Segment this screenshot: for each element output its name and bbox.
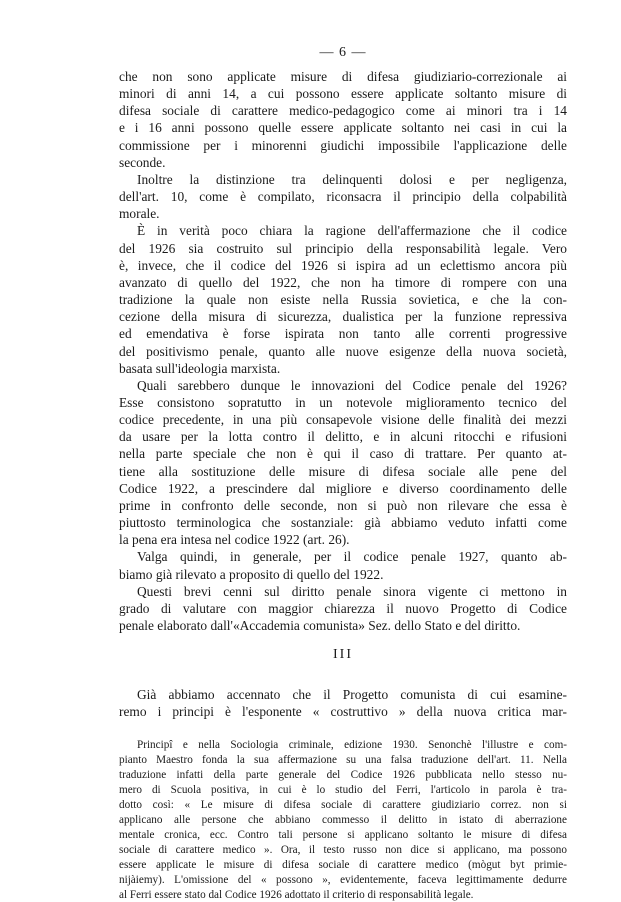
section-heading: III [333, 647, 353, 663]
document-page [119, 44, 567, 902]
page-number: — 6 — [319, 45, 367, 60]
footnote-line: nijàiemy). L'omissione del « possono », evidentemente, faceva legittimamente dedurre [119, 873, 567, 886]
footnote-line: al Ferri essere stato dal Codice 1926 adottato il criterio di responsabilità legale. [119, 888, 474, 901]
text-line: morale. [119, 206, 160, 222]
body-text [119, 68, 567, 720]
footnote-line: applicano alle persone che abbiano commesso il delitto in istato di aberrazione [119, 814, 567, 826]
footnote-line: sociale di carattere medico ». Ora, il testo russo non dice si applicano, ma possono [119, 843, 567, 856]
text-line: Quali sarebbero dunque le innovazioni del Codice penale del 1926? [137, 377, 567, 393]
text-line: piuttosto terminologica che sostanziale: già abbiamo veduto infatti come [119, 515, 567, 531]
text-line: Già abbiamo accennato che il Progetto comunista di cui esamine- [137, 687, 567, 703]
paragraph-1 [119, 68, 567, 171]
text-line: codice precedente, in una più consapevole visione delle finalità dei mezzi [119, 412, 567, 428]
text-line: penale elaborato dall'«Accademia comunista» Sez. dello Stato e del diritto. [119, 618, 521, 633]
text-line: cezione della misura di sicurezza, dualistica per la funzione repressiva [119, 309, 567, 325]
text-line: basata sull'ideologia marxista. [119, 360, 281, 376]
text-line: biamo già rilevato a proposito di quello del 1922. [119, 566, 384, 582]
text-line: del positivismo penale, quanto alle nuove esigenze della nuova società, [119, 343, 567, 359]
text-line: avanzato di quello del 1922, che non ha timore di rompere con una [119, 274, 567, 290]
text-line: che non sono applicate misure di difesa giudiziario-correzionale ai [119, 69, 567, 84]
text-line: seconde. [119, 154, 166, 170]
text-line: la pena era intesa nel codice 1922 (art. 26). [119, 532, 350, 548]
text-line: minori di anni 14, a cui possono essere applicate soltanto misure di [119, 86, 567, 102]
text-line: del 1926 sia costruito sul principio della responsabilità legale. Vero [119, 240, 567, 256]
footnote-line: Principî e nella Sociologia criminale, edizione 1930. Senonchè l'illustre e com- [137, 739, 567, 752]
text-line: Esse consistono sopratutto in un notevole miglioramento tecnico del [119, 394, 567, 410]
paragraph-7 [119, 686, 567, 720]
footnote-line: traduzione infatti della parte generale del Codice 1926 pubblicata nello stesso nu- [119, 769, 567, 782]
footnote-line: pianto Maestro fonda la sua affermazione su una falsa traduzione dell'art. 11. Nella [119, 754, 567, 767]
text-line: da usare per la lotta contro il delitto, e in alcuni ritocchi e rifusioni [119, 429, 567, 445]
paragraph-3 [119, 222, 567, 376]
text-line: nella parte speciale che non è qui il caso di trattare. Per quanto at- [119, 446, 567, 462]
text-line: difesa sociale di carattere medico-pedagogico come ai minori tra i 14 [119, 103, 567, 119]
footnote-line: mero di Scuola positiva, in cui è lo studio del Ferri, l'articolo in parola è tra- [119, 784, 567, 797]
text-line: remo i principi è l'esponente « costruttivo » della nuova critica mar- [119, 704, 567, 720]
paragraph-5 [119, 548, 567, 582]
text-line: ed emendativa è forse ispirata non tanto alle correnti progressive [119, 326, 567, 342]
text-line: Valga quindi, in generale, per il codice penale 1927, quanto ab- [137, 549, 567, 565]
text-line: tiene alla sostituzione delle misure di difesa sociale alle pene del [119, 463, 567, 479]
text-line: grado di valutare con maggior chiarezza il nuovo Progetto di Codice [119, 600, 567, 616]
footnote-line: essere applicate le misure di difesa sociale di carattere medico (mògut byt primie- [119, 858, 567, 871]
text-line: Questi brevi cenni sul diritto penale sinora vigente ci mettono in [137, 583, 567, 599]
text-line: è, invece, che il codice del 1926 si ispira ad un eclettismo ancora più [119, 257, 567, 273]
text-line: Inoltre la distinzione tra delinquenti dolosi e per negligenza, [137, 171, 567, 187]
paragraph-6 [119, 583, 567, 634]
footnote-line: mentale cronica, ecc. Contro tali persone si applicano soltanto le misure di difesa [119, 828, 567, 841]
paragraph-4 [119, 377, 567, 549]
text-line: prime in confronto delle seconde, non si può non rilevare che essa è [119, 497, 567, 513]
text-line: È in verità poco chiara la ragione dell'affermazione che il codice [137, 223, 567, 239]
text-line: Codice 1922, a prescindere dal migliore e diverso coordinamento delle [119, 480, 567, 496]
text-line: tradizione la quale non esiste nella Russia sovietica, e che la con- [119, 292, 567, 308]
text-line: dell'art. 10, come è compilato, riconsacra il principio della colpabilità [119, 189, 567, 205]
footnote-block [119, 738, 567, 902]
paragraph-2 [119, 171, 567, 222]
footnote-line: dotto così: « Le misure di difesa sociale di carattere giudiziario correz. non si [119, 799, 567, 812]
text-line: e i 16 anni possono quelle essere applicate soltanto nei casi in cui la [119, 120, 567, 136]
text-line: commissione per i minorenni giudichi impossibile l'applicazione delle [119, 137, 567, 153]
